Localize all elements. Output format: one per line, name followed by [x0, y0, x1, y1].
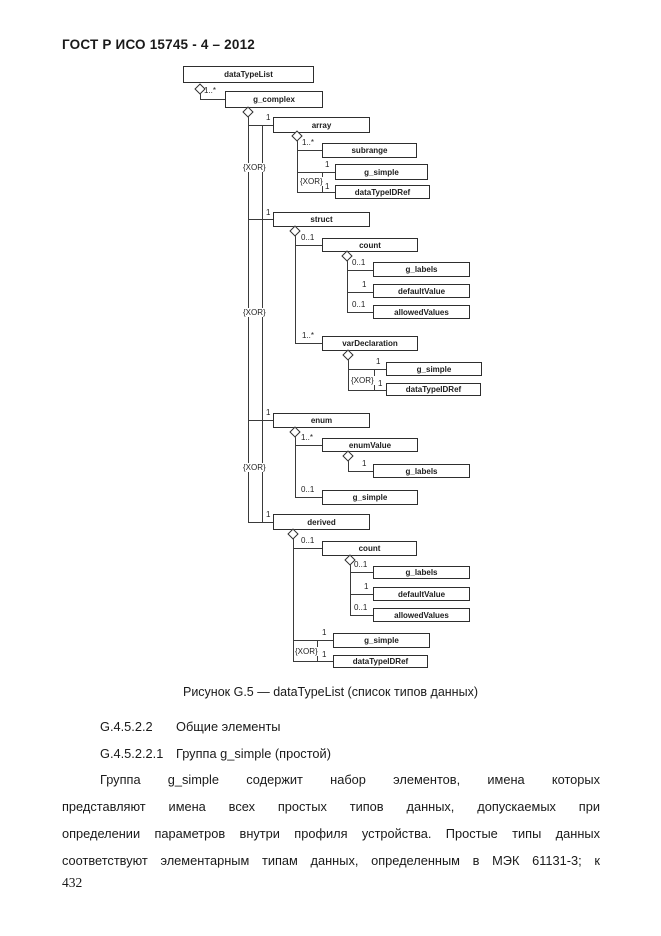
multiplicity-label: 0..1 — [354, 560, 368, 569]
connector-line — [347, 312, 373, 313]
connector-line — [348, 390, 386, 391]
multiplicity-label: 1 — [322, 628, 327, 637]
diagram-node-g_labels: g_labels — [373, 566, 470, 579]
diagram-node-g_simple: g_simple — [335, 164, 428, 180]
connector-line — [350, 572, 373, 573]
xor-constraint-label: {XOR} — [243, 463, 266, 472]
multiplicity-label: 0..1 — [354, 603, 368, 612]
multiplicity-label: 1..* — [204, 86, 217, 95]
connector-line — [295, 235, 296, 343]
connector-line — [248, 115, 249, 522]
diagram-node-allowedValues: allowedValues — [373, 305, 470, 319]
diagram-node-dataTypeIDRef: dataTypeIDRef — [333, 655, 428, 668]
connector-line — [200, 99, 225, 100]
connector-line — [293, 640, 333, 641]
connector-line — [347, 292, 373, 293]
xor-constraint-label: {XOR} — [295, 647, 318, 656]
aggregation-diamond-icon — [289, 225, 300, 236]
paragraph-line: представляют имена всех простых типов данных, допускаемых при — [62, 799, 600, 814]
diagram-node-enum: enum — [273, 413, 370, 428]
diagram-node-array: array — [273, 117, 370, 133]
diagram-node-subrange: subrange — [322, 143, 417, 158]
diagram-node-g_simple: g_simple — [333, 633, 430, 648]
diagram-node-g_simple: g_simple — [322, 490, 418, 505]
connector-line — [350, 594, 373, 595]
xor-constraint-label: {XOR} — [243, 163, 266, 172]
connector-line — [248, 522, 273, 523]
page-header: ГОСТ Р ИСО 15745 - 4 – 2012 — [62, 37, 255, 52]
connector-line — [348, 359, 349, 390]
multiplicity-label: 1..* — [302, 138, 315, 147]
diagram-node-defaultValue: defaultValue — [373, 587, 470, 601]
multiplicity-label: 1 — [266, 113, 271, 122]
diagram-node-enumValue: enumValue — [322, 438, 418, 452]
figure-caption: Рисунок G.5 — dataTypeList (список типов данных) — [182, 685, 478, 699]
connector-line — [248, 125, 273, 126]
aggregation-diamond-icon — [287, 528, 298, 539]
multiplicity-label: 1 — [325, 160, 330, 169]
diagram-node-dataTypeList: dataTypeList — [183, 66, 314, 83]
xor-constraint-label: {XOR} — [351, 376, 374, 385]
connector-line — [248, 219, 273, 220]
section-title: Общие элементы — [176, 719, 281, 734]
connector-line — [348, 369, 386, 370]
connector-line — [348, 471, 373, 472]
paragraph-line: Группа g_simple содержит набор элементов, имена которых — [100, 772, 600, 787]
multiplicity-label: 1 — [322, 650, 327, 659]
connector-line — [293, 661, 333, 662]
section-number: G.4.5.2.2.1 — [100, 746, 164, 761]
connector-line — [295, 343, 322, 344]
multiplicity-label: 0..1 — [301, 536, 315, 545]
multiplicity-label: 0..1 — [352, 300, 366, 309]
diagram-node-count: count — [322, 541, 417, 556]
aggregation-diamond-icon — [242, 106, 253, 117]
multiplicity-label: 1 — [362, 459, 367, 468]
aggregation-diamond-icon — [341, 250, 352, 261]
section-number: G.4.5.2.2 — [100, 719, 153, 734]
diagram-node-dataTypeIDRef: dataTypeIDRef — [386, 383, 481, 396]
connector-line — [293, 538, 294, 661]
connector-line — [295, 445, 322, 446]
diagram-node-g_labels: g_labels — [373, 464, 470, 478]
connector-line — [248, 420, 273, 421]
diagram-node-struct: struct — [273, 212, 370, 227]
section-heading — [100, 746, 331, 761]
diagram-node-g_simple: g_simple — [386, 362, 482, 376]
multiplicity-label: 0..1 — [301, 233, 315, 242]
connector-line — [297, 150, 322, 151]
aggregation-diamond-icon — [289, 426, 300, 437]
paragraph-line: определении параметров внутри профиля устройства. Простые типы данных — [62, 826, 600, 841]
diagram-node-varDeclaration: varDeclaration — [322, 336, 418, 351]
connector-line — [293, 548, 322, 549]
multiplicity-label: 1 — [362, 280, 367, 289]
page-number: 432 — [62, 875, 83, 890]
aggregation-diamond-icon — [342, 349, 353, 360]
multiplicity-label: 0..1 — [352, 258, 366, 267]
connector-line — [297, 140, 298, 192]
xor-constraint-label: {XOR} — [243, 308, 266, 317]
xor-constraint-label: {XOR} — [300, 177, 323, 186]
diagram-node-allowedValues: allowedValues — [373, 608, 470, 622]
multiplicity-label: 0..1 — [301, 485, 315, 494]
multiplicity-label: 1 — [364, 582, 369, 591]
multiplicity-label: 1 — [378, 379, 383, 388]
diagram-node-count: count — [322, 238, 418, 252]
aggregation-diamond-icon — [342, 450, 353, 461]
connector-line — [350, 615, 373, 616]
diagram-node-derived: derived — [273, 514, 370, 530]
paragraph-line: соответствуют элементарным типам данных, определенным в МЭК 61131-3; к — [62, 853, 600, 868]
diagram-node-g_labels: g_labels — [373, 262, 470, 277]
connector-line — [295, 245, 322, 246]
connector-line — [348, 460, 349, 471]
diagram-node-g_complex: g_complex — [225, 91, 323, 108]
body-paragraph — [62, 766, 600, 874]
multiplicity-label: 1..* — [301, 433, 314, 442]
multiplicity-label: 1 — [266, 510, 271, 519]
section-title: Группа g_simple (простой) — [176, 746, 331, 761]
connector-line — [347, 260, 348, 312]
multiplicity-label: 1 — [266, 408, 271, 417]
diagram-node-defaultValue: defaultValue — [373, 284, 470, 298]
section-heading — [100, 719, 281, 734]
multiplicity-label: 1 — [266, 208, 271, 217]
connector-line — [297, 192, 335, 193]
multiplicity-label: 1..* — [302, 331, 315, 340]
connector-line — [297, 172, 335, 173]
multiplicity-label: 1 — [325, 182, 330, 191]
connector-line — [295, 497, 322, 498]
diagram-node-dataTypeIDRef: dataTypeIDRef — [335, 185, 430, 199]
multiplicity-label: 1 — [376, 357, 381, 366]
connector-line — [347, 270, 373, 271]
